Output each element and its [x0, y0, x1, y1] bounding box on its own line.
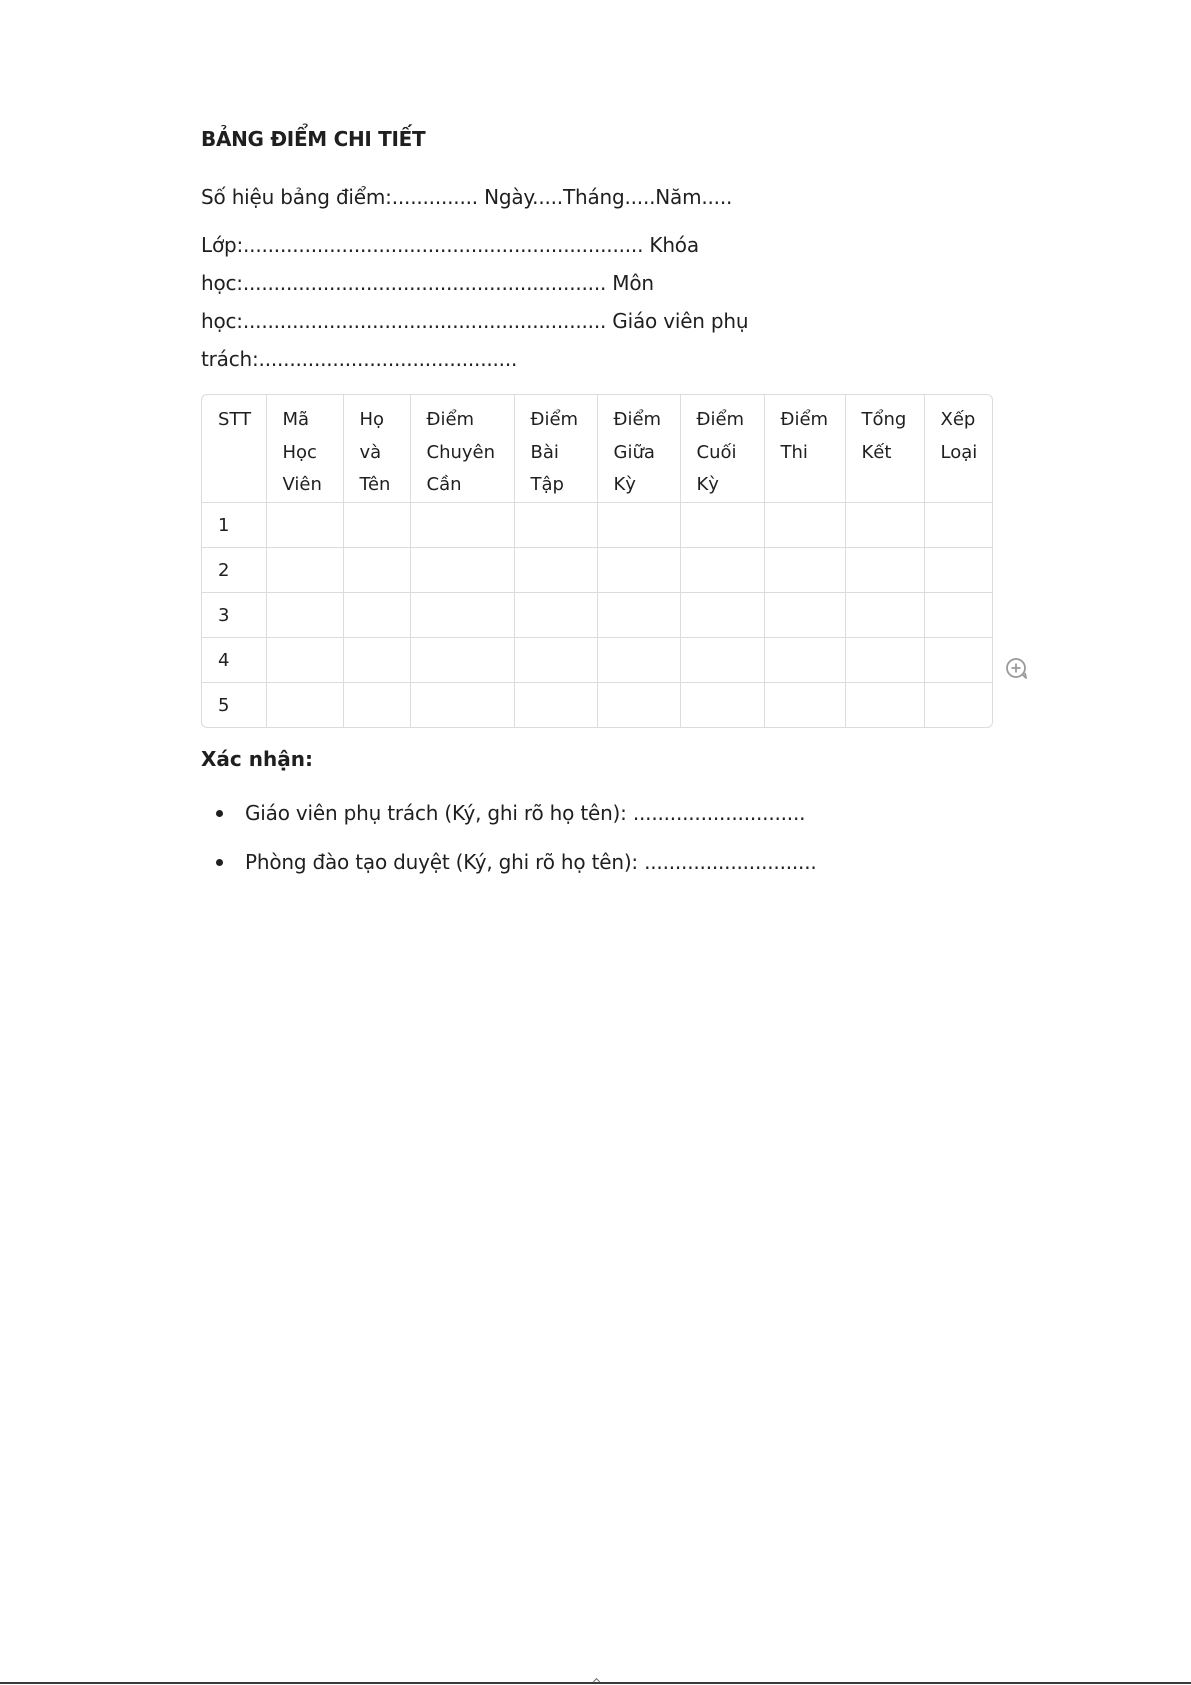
- header-midterm-score: Điểm Giữa Kỳ: [597, 395, 680, 502]
- bullet-icon: [216, 859, 223, 866]
- cell-midterm[interactable]: [597, 637, 680, 682]
- cell-midterm[interactable]: [597, 547, 680, 592]
- cell-ranking[interactable]: [924, 502, 992, 547]
- document-title: BẢNG ĐIỂM CHI TIẾT: [201, 127, 426, 151]
- add-comment-icon[interactable]: [1004, 656, 1030, 682]
- header-student-id: Mã Học Viên: [266, 395, 343, 502]
- table-row: [202, 592, 992, 637]
- cell-exam[interactable]: [764, 592, 845, 637]
- cell-full-name[interactable]: [343, 637, 410, 682]
- grade-table: [202, 395, 992, 727]
- cell-total[interactable]: [845, 682, 924, 727]
- cell-total[interactable]: [845, 592, 924, 637]
- header-homework-score: Điểm Bài Tập: [514, 395, 597, 502]
- cell-attendance[interactable]: [410, 682, 514, 727]
- cell-homework[interactable]: [514, 637, 597, 682]
- cell-stt: 3: [202, 592, 266, 637]
- cell-full-name[interactable]: [343, 502, 410, 547]
- cell-full-name[interactable]: [343, 592, 410, 637]
- document-page: [201, 122, 993, 894]
- cell-student-id[interactable]: [266, 592, 343, 637]
- cell-attendance[interactable]: [410, 637, 514, 682]
- table-row: [202, 682, 992, 727]
- header-ranking: Xếp Loại: [924, 395, 992, 502]
- cell-midterm[interactable]: [597, 592, 680, 637]
- cell-total[interactable]: [845, 502, 924, 547]
- cell-total[interactable]: [845, 547, 924, 592]
- cell-student-id[interactable]: [266, 547, 343, 592]
- table-row: [202, 547, 992, 592]
- cell-ranking[interactable]: [924, 637, 992, 682]
- header-final-term-score: Điểm Cuối Kỳ: [680, 395, 764, 502]
- cell-final-term[interactable]: [680, 682, 764, 727]
- cell-exam[interactable]: [764, 637, 845, 682]
- cell-homework[interactable]: [514, 502, 597, 547]
- cell-stt: 4: [202, 637, 266, 682]
- cell-final-term[interactable]: [680, 592, 764, 637]
- table-row: [202, 502, 992, 547]
- grade-table-container: [201, 394, 993, 728]
- cell-homework[interactable]: [514, 682, 597, 727]
- cell-exam[interactable]: [764, 682, 845, 727]
- cell-attendance[interactable]: [410, 502, 514, 547]
- cell-ranking[interactable]: [924, 682, 992, 727]
- header-attendance-score: Điểm Chuyên Cần: [410, 395, 514, 502]
- cell-student-id[interactable]: [266, 637, 343, 682]
- cell-full-name[interactable]: [343, 547, 410, 592]
- training-office-signature-line: Phòng đào tạo duyệt (Ký, ghi rõ họ tên): ............................: [245, 850, 817, 874]
- cell-student-id[interactable]: [266, 682, 343, 727]
- header-exam-score: Điểm Thi: [764, 395, 845, 502]
- cell-exam[interactable]: [764, 502, 845, 547]
- teacher-signature-line: Giáo viên phụ trách (Ký, ghi rõ họ tên): ............................: [245, 801, 806, 825]
- cell-student-id[interactable]: [266, 502, 343, 547]
- list-item: [201, 796, 993, 830]
- table-header-row: [202, 395, 992, 502]
- cell-homework[interactable]: [514, 547, 597, 592]
- cell-final-term[interactable]: [680, 637, 764, 682]
- cell-ranking[interactable]: [924, 547, 992, 592]
- cell-stt: 2: [202, 547, 266, 592]
- confirmation-heading: Xác nhận:: [201, 747, 313, 771]
- list-item: [201, 845, 993, 879]
- cell-midterm[interactable]: [597, 682, 680, 727]
- bullet-icon: [216, 810, 223, 817]
- class-course-info-line: Lớp:................................................................. Khóa học:........................................................... Môn học:........................................................... Giáo viên phụ trách:..........................................: [201, 233, 749, 371]
- cell-final-term[interactable]: [680, 547, 764, 592]
- cell-attendance[interactable]: [410, 592, 514, 637]
- table-body: [202, 502, 992, 727]
- cell-homework[interactable]: [514, 592, 597, 637]
- cell-attendance[interactable]: [410, 547, 514, 592]
- header-total-score: Tổng Kết: [845, 395, 924, 502]
- cell-full-name[interactable]: [343, 682, 410, 727]
- cell-stt: 1: [202, 502, 266, 547]
- table-row: [202, 637, 992, 682]
- header-stt: STT: [202, 395, 266, 502]
- cell-exam[interactable]: [764, 547, 845, 592]
- cell-midterm[interactable]: [597, 502, 680, 547]
- cell-final-term[interactable]: [680, 502, 764, 547]
- cell-total[interactable]: [845, 637, 924, 682]
- cell-stt: 5: [202, 682, 266, 727]
- header-full-name: Họ và Tên: [343, 395, 410, 502]
- signature-list: [201, 796, 993, 879]
- cell-ranking[interactable]: [924, 592, 992, 637]
- score-sheet-info-line: Số hiệu bảng điểm:.............. Ngày.....Tháng.....Năm.....: [201, 185, 733, 209]
